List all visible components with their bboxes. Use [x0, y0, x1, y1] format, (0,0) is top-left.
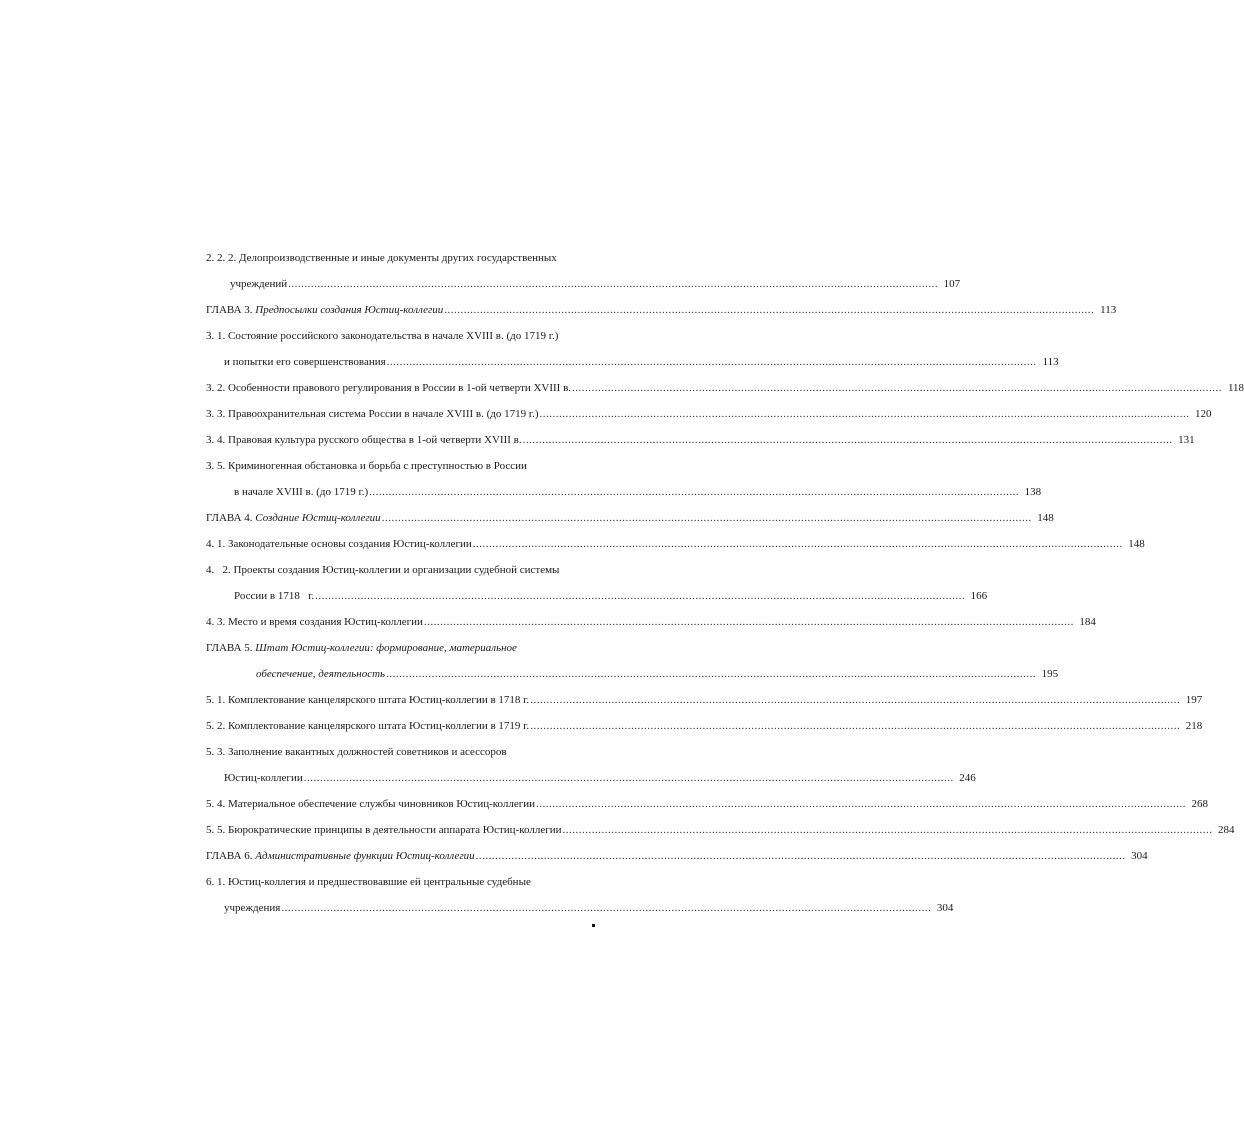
dot-leader: ........................................................................................................................................................................................................	[530, 720, 1181, 732]
toc-text: 5. 3. Заполнение вакантных должностей советников и асессоров	[206, 746, 507, 758]
toc-entry	[206, 664, 1059, 690]
chapter-title: Штат Юстиц-коллегии: формирование, материальное	[255, 642, 517, 654]
dot-leader: ........................................................................................................................................................................................................	[444, 304, 1095, 316]
dot-leader: ........................................................................................................................................................................................................	[539, 408, 1190, 420]
toc-text: 5. 5. Бюрократические принципы в деятельности аппарата Юстиц-коллегии	[206, 824, 562, 836]
chapter-label: ГЛАВА 4.	[206, 512, 256, 524]
page-number: 268	[1191, 798, 1209, 810]
page-number: 304	[936, 902, 954, 914]
toc-entry	[206, 534, 1145, 560]
dot-leader: ........................................................................................................................................................................................................	[475, 850, 1126, 862]
page-number: 218	[1185, 720, 1203, 732]
chapter-title: Предпосылки создания Юстиц-коллегии	[255, 304, 444, 316]
chapter-label: ГЛАВА 6.	[206, 850, 256, 862]
toc-entry	[206, 352, 1059, 378]
dot-leader: ........................................................................................................................................................................................................	[530, 694, 1181, 706]
toc-chapter	[206, 508, 1054, 534]
toc-line	[206, 326, 631, 352]
dot-leader: ........................................................................................................................................................................................................	[386, 668, 1037, 680]
page-number: 131	[1178, 434, 1195, 446]
toc-chapter	[206, 846, 1148, 872]
toc-text: 3. 3. Правоохранительная система России в начале XVIII в. (до 1719 г.)	[206, 408, 539, 420]
page-number: 246	[959, 772, 976, 784]
page-number: 138	[1024, 486, 1042, 498]
toc-entry	[206, 612, 1096, 638]
toc-line	[206, 456, 631, 482]
toc-entry	[206, 768, 976, 794]
dot-leader: ........................................................................................................................................................................................................	[522, 434, 1173, 446]
dot-leader: ........................................................................................................................................................................................................	[536, 798, 1187, 810]
toc-line	[206, 872, 631, 898]
chapter-label: ГЛАВА 5.	[206, 642, 256, 654]
toc-text: учреждений	[230, 278, 288, 290]
toc-text: 6. 1. Юстиц-коллегия и предшествовавшие ей центральные судебные	[206, 876, 531, 888]
toc-entry	[206, 378, 1244, 404]
chapter-title: Административные функции Юстиц-коллегии	[255, 850, 475, 862]
page-number: 197	[1185, 694, 1203, 706]
page-number: 120	[1195, 408, 1212, 420]
dot-leader: ........................................................................................................................................................................................................	[281, 902, 932, 914]
dot-leader: ........................................................................................................................................................................................................	[423, 616, 1074, 628]
page-number: 166	[970, 590, 988, 602]
dot-leader: ........................................................................................................................................................................................................	[288, 278, 939, 290]
toc-text: 5. 2. Комплектование канцелярского штата Юстиц-коллегии в 1719 г.	[206, 720, 530, 732]
toc-text: 5. 4. Материальное обеспечение службы чиновников Юстиц-коллегии	[206, 798, 536, 810]
page-number: 118	[1227, 382, 1244, 394]
toc-text: 4. 3. Место и время создания Юстиц-коллегии	[206, 616, 423, 628]
toc-text: 3. 5. Криминогенная обстановка и борьба с преступностью в России	[206, 460, 527, 472]
page-number: 148	[1128, 538, 1145, 550]
page-number: 284	[1218, 824, 1235, 836]
page-number: 113	[1042, 356, 1059, 368]
toc-entry	[206, 430, 1195, 456]
dot-leader: ........................................................................................................................................................................................................	[386, 356, 1037, 368]
toc-entry	[206, 898, 954, 924]
page-number: 304	[1131, 850, 1148, 862]
toc-text: 2. 2. 2. Делопроизводственные и иные документы других государственных	[206, 252, 557, 264]
toc-entry	[206, 404, 1212, 430]
toc-entry	[206, 794, 1209, 820]
toc-entry	[206, 586, 988, 612]
toc-entry	[206, 690, 1203, 716]
page-number: 113	[1100, 304, 1117, 316]
dot-leader: ........................................................................................................................................................................................................	[562, 824, 1213, 836]
page-number: 184	[1079, 616, 1096, 628]
toc-text: 4. 2. Проекты создания Юстиц-коллегии и организации судебной системы	[206, 564, 560, 576]
toc-entry	[206, 482, 1042, 508]
toc-entry	[206, 274, 961, 300]
toc-chapter	[206, 638, 631, 664]
dot-leader: ........................................................................................................................................................................................................	[315, 590, 966, 602]
toc-line	[206, 742, 631, 768]
toc-text: в начале XVIII в. (до 1719 г.)	[234, 486, 369, 498]
toc-text: учреждения	[224, 902, 281, 914]
chapter-label: ГЛАВА 3.	[206, 304, 256, 316]
dot-leader: ........................................................................................................................................................................................................	[369, 486, 1020, 498]
toc-text: 3. 2. Особенности правового регулирования в России в 1-ой четверти XVIII в.	[206, 382, 572, 394]
dot-leader: ........................................................................................................................................................................................................	[572, 382, 1223, 394]
chapter-title: Создание Юстиц-коллегии	[255, 512, 381, 524]
toc-line	[206, 560, 631, 586]
toc-text: и попытки его совершенствования	[224, 356, 386, 368]
toc-line	[206, 248, 631, 274]
dot-leader: ........................................................................................................................................................................................................	[303, 772, 954, 784]
page-number: 195	[1041, 668, 1059, 680]
toc-entry	[206, 716, 1203, 742]
toc-text: Юстиц-коллегии	[224, 772, 303, 784]
dot-leader: ........................................................................................................................................................................................................	[381, 512, 1032, 524]
table-of-contents	[206, 248, 1244, 924]
scan-speck	[592, 924, 595, 927]
toc-text: России в 1718 г.	[234, 590, 315, 602]
toc-text: 3. 1. Состояние российского законодательства в начале XVIII в. (до 1719 г.)	[206, 330, 559, 342]
page-number: 148	[1037, 512, 1054, 524]
dot-leader: ........................................................................................................................................................................................................	[472, 538, 1123, 550]
toc-text: 3. 4. Правовая культура русского общества в 1-ой четверти XVIII в.	[206, 434, 522, 446]
toc-text: 5. 1. Комплектование канцелярского штата Юстиц-коллегии в 1718 г.	[206, 694, 530, 706]
page-number: 107	[943, 278, 961, 290]
toc-text: 4. 1. Законодательные основы создания Юстиц-коллегии	[206, 538, 472, 550]
toc-chapter	[206, 300, 1117, 326]
chapter-title: обеспечение, деятельность	[256, 668, 386, 680]
toc-entry	[206, 820, 1235, 846]
